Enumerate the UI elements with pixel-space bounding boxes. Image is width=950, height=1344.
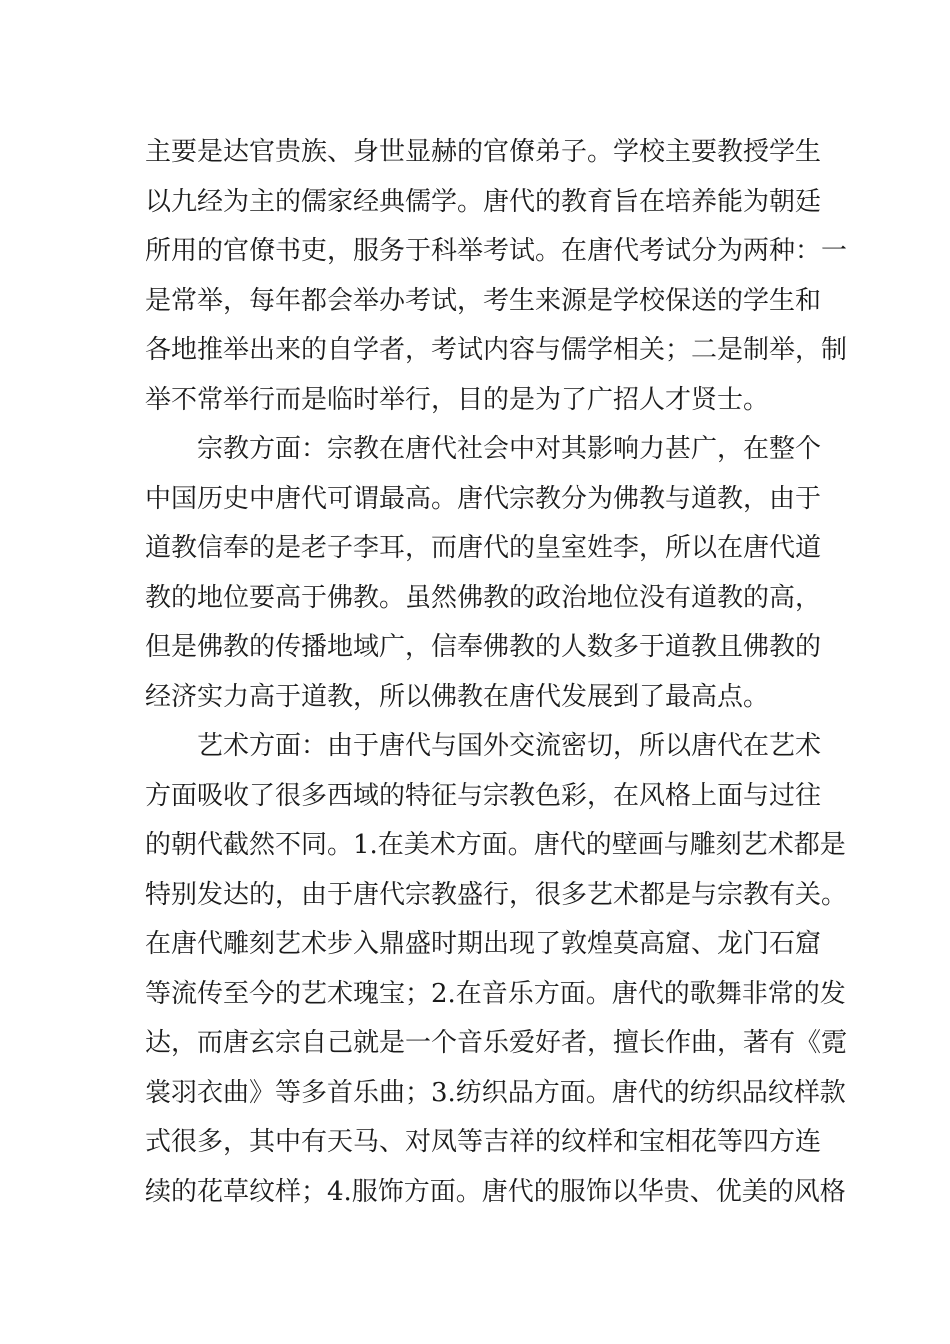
text-line: 式很多，其中有天马、对凤等吉祥的纹样和宝相花等四方连 (145, 1127, 822, 1157)
paragraph-first-line: 宗教方面：宗教在唐代社会中对其影响力甚广，在整个 (197, 434, 822, 464)
text-line: 以九经为主的儒家经典儒学。唐代的教育旨在培养能为朝廷 (145, 186, 822, 217)
text-line: 主要是达官贵族、身世显赫的官僚弟子。学校主要教授学生 (145, 137, 822, 167)
text-line: 道教信奉的是老子李耳，而唐代的皇室姓李，所以在唐代道 (145, 533, 822, 563)
text-line: 特别发达的，由于唐代宗教盛行，很多艺术都是与宗教有关。 (145, 879, 848, 910)
text-line: 各地推举出来的自学者，考试内容与儒学相关；二是制举，制 (145, 335, 848, 365)
text-line: 达，而唐玄宗自己就是一个音乐爱好者，擅长作曲，著有《霓 (145, 1028, 848, 1058)
text-line: 但是佛教的传播地域广，信奉佛教的人数多于道教且佛教的 (145, 632, 822, 662)
text-line: 经济实力高于道教，所以佛教在唐代发展到了最高点。 (145, 681, 770, 712)
text-line: 续的花草纹样；4.服饰方面。唐代的服饰以华贵、优美的风格 (145, 1176, 846, 1207)
text-line: 中国历史中唐代可谓最高。唐代宗教分为佛教与道教，由于 (145, 483, 822, 514)
paragraph-first-line: 艺术方面：由于唐代与国外交流密切，所以唐代在艺术 (197, 731, 822, 761)
text-line: 所用的官僚书吏，服务于科举考试。在唐代考试分为两种：一 (145, 236, 848, 266)
text-line: 的朝代截然不同。1.在美术方面。唐代的壁画与雕刻艺术都是 (145, 830, 846, 860)
text-line: 在唐代雕刻艺术步入鼎盛时期出现了敦煌莫高窟、龙门石窟 (145, 929, 822, 959)
body-text (145, 128, 848, 1217)
text-line: 方面吸收了很多西域的特征与宗教色彩，在风格上面与过往 (145, 780, 822, 811)
text-line: 是常举，每年都会举办考试，考生来源是学校保送的学生和 (145, 285, 822, 316)
text-line: 举不常举行而是临时举行，目的是为了广招人才贤士。 (145, 384, 770, 415)
text-line: 裳羽衣曲》等多首乐曲；3.纺织品方面。唐代的纺织品纹样款 (145, 1077, 846, 1108)
text-line: 教的地位要高于佛教。虽然佛教的政治地位没有道教的高， (145, 582, 822, 613)
text-line: 等流传至今的艺术瑰宝；2.在音乐方面。唐代的歌舞非常的发 (145, 978, 846, 1009)
